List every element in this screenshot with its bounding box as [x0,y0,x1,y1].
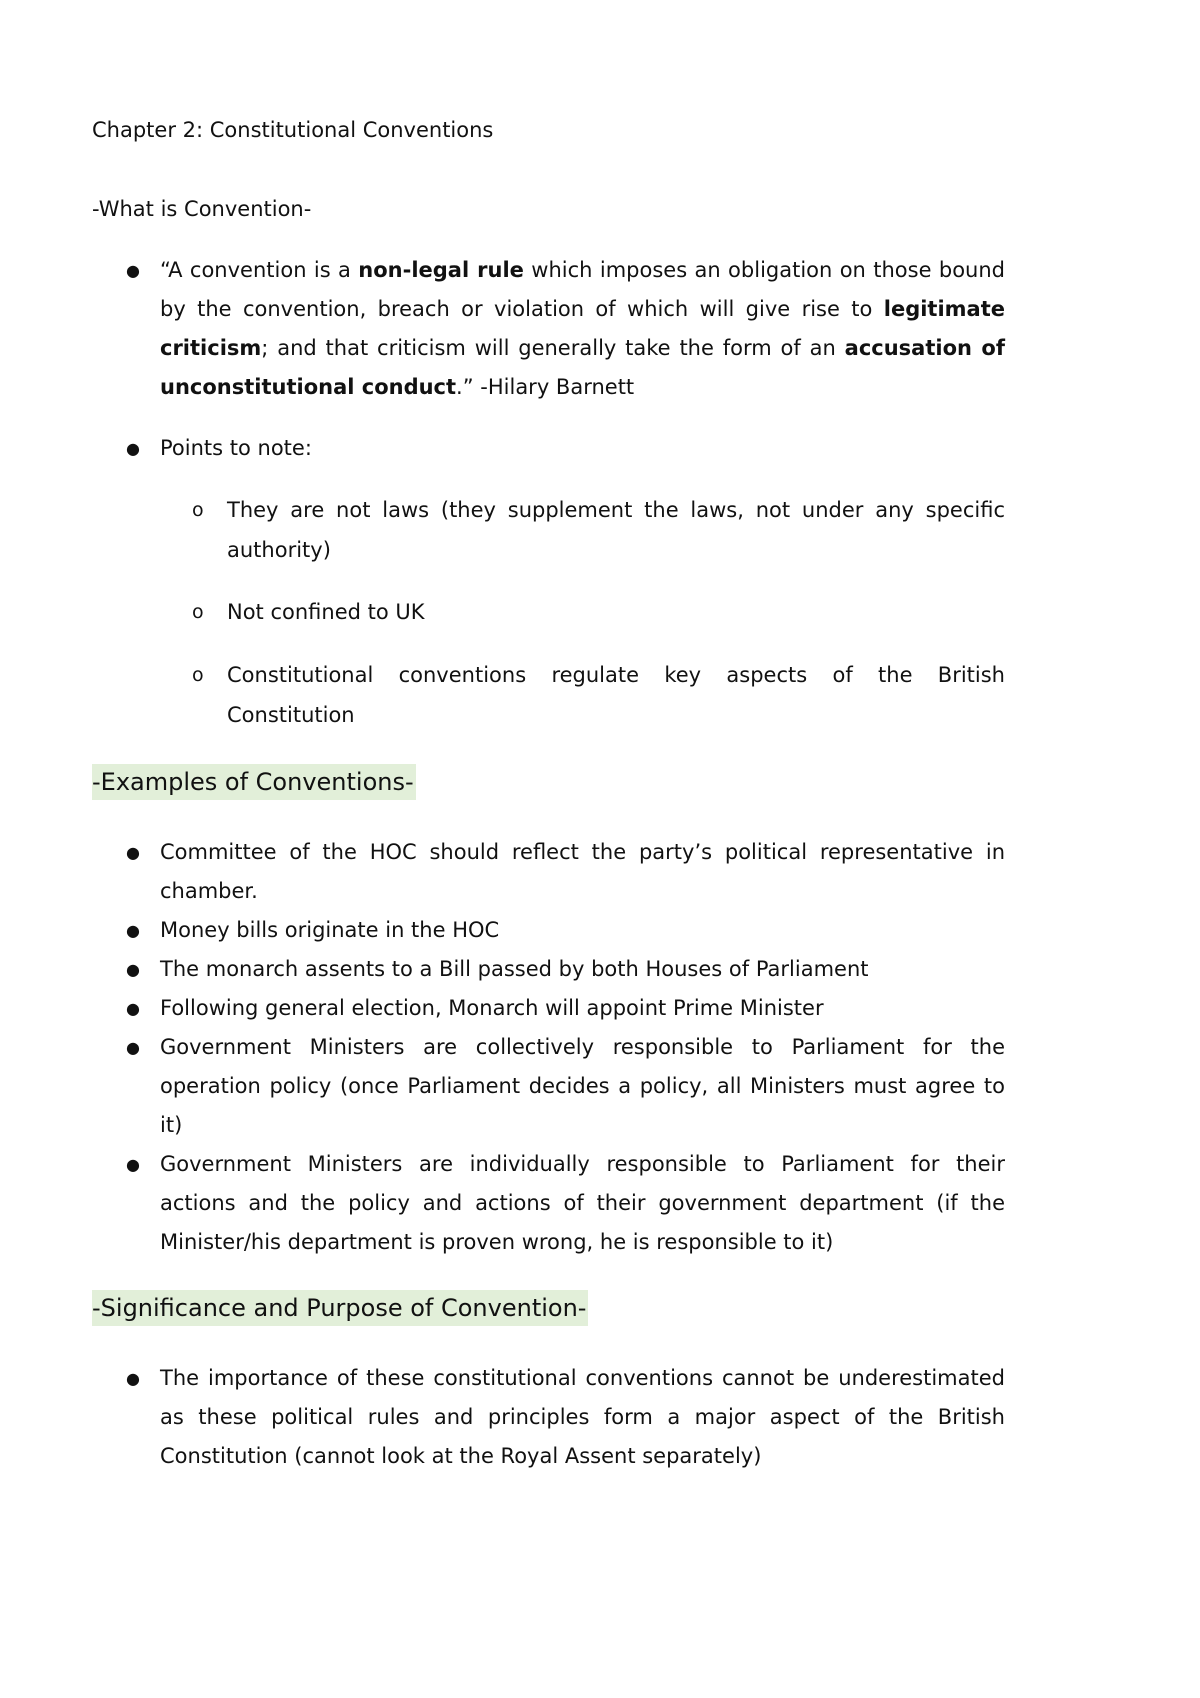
list-item [126,989,1005,1028]
bullet-icon: ● [126,921,140,940]
points-to-note [126,429,1005,468]
significance-list [126,1359,1005,1476]
quote-bold: legitimate criticism [160,297,1005,360]
list-item-text: Committee of the HOC should reflect the party’s political representative in chamber. [160,840,1005,903]
sub-point-text: They are not laws (they supplement the laws, not under any specific authority) [227,498,1005,562]
sub-point-text: Not confined to UK [227,600,425,624]
list-item-text: Government Ministers are individually responsible to Parliament for their actions and the policy and actions of their government department (if the Minister/his department is proven wrong, he is responsible to it) [160,1152,1005,1254]
quote-text: ; and that criticism will generally take the form of an [261,336,845,360]
bullet-icon: ● [126,1369,140,1388]
section-heading-examples: -Examples of Conventions- [92,764,416,800]
section-heading-what-is-convention: -What is Convention- [92,197,312,221]
section-heading-significance: -Significance and Purpose of Convention- [92,1290,588,1326]
quote-text: .” -Hilary Barnett [456,375,635,399]
bullet-icon: ● [126,261,140,280]
sub-point [192,655,1005,735]
examples-list [126,833,1005,1262]
quote-text: “A convention is a [160,258,359,282]
list-item-text: Money bills originate in the HOC [160,918,500,942]
list-item-text: The importance of these constitutional conventions cannot be underestimated as these political rules and principles form a major aspect of the British Constitution (cannot look at the Royal Assent separately) [160,1366,1005,1468]
quote-bold: non-legal rule [358,258,524,282]
list-item-text: The monarch assents to a Bill passed by both Houses of Parliament [160,957,869,981]
bullet-icon: ● [126,1155,140,1174]
list-item-text: Following general election, Monarch will appoint Prime Minister [160,996,824,1020]
circle-bullet-icon: o [192,601,204,623]
list-item [126,1359,1005,1476]
barnett-quote [126,251,1005,407]
list-item [126,1028,1005,1145]
bullet-icon: ● [126,999,140,1018]
quote-text: which imposes an obligation on those bound by the convention, breach or violation of which will give rise to [160,258,1005,321]
bullet-icon: ● [126,1038,140,1057]
document-title: Chapter 2: Constitutional Conventions [92,118,494,142]
sub-point [192,592,1005,632]
list-item [126,833,1005,911]
list-item [126,1145,1005,1262]
list-item-text: Government Ministers are collectively responsible to Parliament for the operation policy (once Parliament decides a policy, all Ministers must agree to it) [160,1035,1005,1137]
quote-bold: accusation of unconstitutional conduct [160,336,1005,399]
circle-bullet-icon: o [192,499,204,521]
sub-point [192,490,1005,570]
list-item [126,950,1005,989]
points-label: Points to note: [160,436,312,460]
circle-bullet-icon: o [192,664,204,686]
sub-point-text: Constitutional conventions regulate key aspects of the British Constitution [227,663,1005,727]
list-item [126,911,1005,950]
bullet-icon: ● [126,960,140,979]
bullet-icon: ● [126,439,140,458]
bullet-icon: ● [126,843,140,862]
